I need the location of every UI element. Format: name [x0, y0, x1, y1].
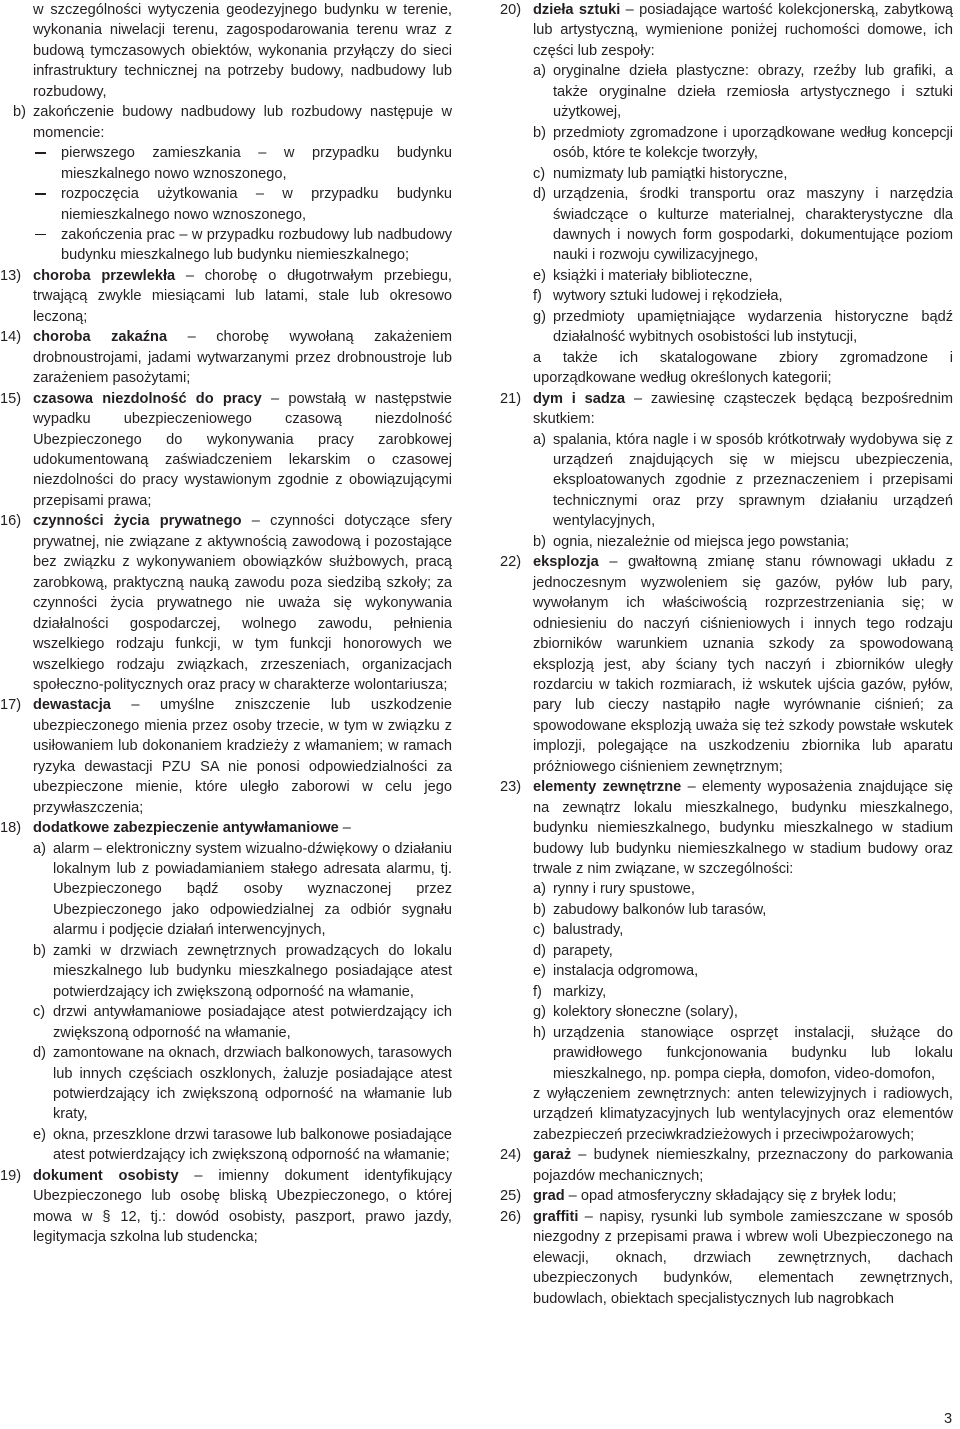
- term: dym i sadza: [533, 390, 626, 407]
- sub-item: [500, 184, 953, 266]
- dash-item: [8, 184, 452, 225]
- sub-item-text: alarm – elektroniczny system wizualno-dźwiękowy o działaniu lokalnym lub z powiadamianiem stałego adresata alarmu, tj. Ubezpieczonego bądź osoby wyznaczonej przez Ubezpieczonego jako odpowiedzialnej za odbiór sygnału alarmu i podjęcie działań interwencyjnych,: [53, 840, 452, 939]
- sub-item-text: zamontowane na oknach, drzwiach balkonowych, tarasowych lub innych częściach oszklonych, żaluzje posiadające atest potwierdzający ich zwiększoną odporność na włamanie lub kraty,: [53, 1045, 452, 1123]
- sub-item: [0, 839, 452, 941]
- list-marker: c): [33, 1004, 46, 1021]
- sub-item: [500, 164, 953, 184]
- definition-text: – elementy wyposażenia znajdujące się na zewnątrz lokalu mieszkalnego, budynku mieszkalnego, budynku niemieszkalnego, budynku mieszkalnego w stadium budowy lub budynku niemieszkalnego w stadium budowy oraz trwale z nim związane, w szczególności:: [533, 779, 953, 878]
- sub-item-text: urządzenia stanowiące osprzęt instalacji, służące do prawidłowego funkcjonowania budynku lub lokalu mieszkalnego, np. pompa ciepła, domofon, video-domofon,: [553, 1024, 953, 1082]
- sub-item-text: wytwory sztuki ludowej i rękodzieła,: [553, 288, 783, 305]
- definition-text: – chorobę o długotrwałym przebiegu, trwającą zwykle miesiącami lub latami, stale lub okresowo leczoną;: [33, 267, 452, 325]
- sub-item: [0, 1002, 452, 1043]
- sub-item-text: przedmioty upamiętniające wydarzenia historyczne bądź działalność wybitnych osobistości lub instytucji,: [553, 308, 953, 346]
- term: dzieła sztuki: [533, 2, 621, 18]
- sub-item-text: okna, przeszklone drzwi tarasowe lub balkonowe posiadające atest potwierdzający ich zwiększoną odporność na włamanie;: [53, 1126, 452, 1164]
- definition-22: [500, 552, 953, 777]
- dash-item-text: pierwszego zamieszkania – w przypadku budynku mieszkalnego nowo wznoszonego,: [61, 145, 452, 182]
- definition-text: –: [338, 820, 351, 837]
- definition-13: [0, 266, 452, 327]
- definition-21: [500, 389, 953, 430]
- sub-item: [500, 61, 953, 122]
- left-column: [0, 0, 452, 1248]
- definition-25: [500, 1186, 953, 1206]
- list-marker: a): [533, 881, 546, 898]
- definition-text: – gwałtowną zmianę stanu równowagi układu z jednoczesnym wyzwoleniem się gazów, pyłów lub pary, wywołanym ich właściwością rozprzestrzeniania się; w odniesieniu do naczyń ciśnieniowych i innych tego rodzaju zbiorników warunkiem uznania szkody za spowodowaną eksplozją jest, aby ściany tych naczyń i zbiorników uległy rozdarciu w takich rozmiarach, iż wskutek ujścia gazów, pyłów, pary lub cieczy nastąpiło nagłe wyrównanie ciśnień; za spowodowane eksplozją uważa się też szkody powstałe wskutek implozji, polegające na uszkodzeniu zbiornika lub aparatu próżniowego ciśnieniem zewnętrznym;: [533, 554, 953, 775]
- term: dodatkowe zabezpieczenie antywłamaniowe: [33, 820, 339, 837]
- sub-item-text: książki i materiały biblioteczne,: [553, 267, 753, 284]
- sub-item: [500, 961, 953, 981]
- sub-item: [500, 430, 953, 532]
- item-number: 25): [500, 1188, 522, 1205]
- list-marker: c): [533, 922, 546, 939]
- list-marker: e): [33, 1126, 46, 1143]
- dash-marker: [35, 193, 46, 195]
- definition-24: [500, 1145, 953, 1186]
- term: choroba przewlekła: [33, 267, 176, 284]
- definition-text: – czynności dotyczące sfery prywatnej, nie związane z aktywnością zawodową i pozostające bez związku z wykonywaniem obowiązków służbowych, pracą zarobkową, praktyczną nauką zawodu poza siedzibą szkoły; za czynności życia prywatnego nie uważa się wykonywania działalności gospodarczej, wolnego zawodu, pełnienia wszelkiego rodzaju funkcji, w tym funkcji honorowych we wszelkiego rodzaju związkach, zrzeszeniach, organizacjach społeczno-politycznych oraz pracy w charakterze wolontariusza;: [33, 513, 452, 693]
- dash-item: [8, 225, 452, 266]
- right-column: [500, 0, 953, 1309]
- sub-item-text: kolektory słoneczne (solary),: [553, 1004, 738, 1021]
- sub-item-text: zamki w drzwiach zewnętrznych prowadzących do lokalu mieszkalnego lub budynku mieszkalnego posiadające atest potwierdzający ich zwiększoną odporność na włamanie,: [53, 942, 452, 1000]
- term: dokument osobisty: [33, 1167, 179, 1184]
- sub-item: [500, 307, 953, 348]
- dash-item-text: zakończenia prac – w przypadku rozbudowy lub nadbudowy budynku mieszkalnego lub budynku niemieszkalnego;: [61, 226, 452, 264]
- term: eksplozja: [533, 554, 599, 571]
- sub-item: [500, 900, 953, 920]
- sub-item-text: rynny i rury spustowe,: [553, 881, 695, 898]
- list-marker: b): [533, 124, 546, 141]
- list-marker: d): [533, 942, 546, 959]
- item-number: 14): [0, 329, 22, 346]
- definition-text: – napisy, rysunki lub symbole zamieszczane w sposób niezgodny z przepisami prawa i wbrew woli Ubezpieczonego na elewacji, oknach, drzwiach zewnętrznych, dachach ubezpieczonych budynków, elementach zewnętrznych, budowlach, obiektach specjalistycznych lub nagrobkach: [533, 1208, 953, 1307]
- sub-item-text: przedmioty zgromadzone i uporządkowane według koncepcji osób, które te kolekcje tworzyły,: [553, 124, 953, 162]
- definition-17: [0, 695, 452, 818]
- term: czasowa niezdolność do pracy: [33, 390, 262, 407]
- sub-item-text: parapety,: [553, 942, 613, 959]
- sub-item: [500, 982, 953, 1002]
- item-number: 20): [500, 2, 522, 18]
- item-20-tail: a także ich skatalogowane zbiory zgromadzone i uporządkowane według określonych kategorii;: [533, 349, 953, 387]
- sub-item: [0, 941, 452, 1002]
- list-marker: b): [533, 901, 546, 918]
- definition-text: – umyślne zniszczenie lub uszkodzenie ubezpieczonego mienia przez osoby trzecie, w tym w związku z usiłowaniem lub dokonaniem kradzieży z włamaniem; w ramach ryzyka dewastacji PZU SA nie ponosi odpowiedzialności za ubezpieczone mienie, które uległo zaborowi w celu jego przywłaszczenia;: [33, 697, 452, 816]
- list-marker: b): [533, 533, 546, 550]
- sub-item: [500, 920, 953, 940]
- definition-text: – posiadające wartość kolekcjonerską, zabytkową lub artystyczną, wymienione poniżej ruchomości domowe, ich części lub zespoły:: [533, 2, 954, 59]
- definition-20: [500, 0, 953, 61]
- sub-item-text: drzwi antywłamaniowe posiadające atest potwierdzający ich zwiększoną odporność na włamanie,: [53, 1004, 452, 1041]
- item-number: 17): [0, 697, 22, 714]
- term: choroba zakaźna: [33, 329, 168, 346]
- item-23-tail: z wyłączeniem zewnętrznych: anten telewizyjnych i radiowych, urządzeń klimatyzacyjnych lub wentylacyjnych oraz elementów zabezpieczeń przeciwkradzieżowych i przeciwpożarowych;: [533, 1086, 953, 1143]
- list-marker: d): [533, 186, 546, 203]
- list-marker: f): [533, 983, 542, 1000]
- item-number: 26): [500, 1208, 522, 1225]
- item-number: 21): [500, 390, 522, 407]
- sub-item-text: oryginalne dzieła plastyczne: obrazy, rzeźby lub grafiki, a także oryginalne dzieła rzemiosła artystycznego i sztuki użytkowej,: [553, 63, 953, 121]
- list-marker: g): [533, 308, 546, 325]
- item-number: 23): [500, 779, 522, 796]
- item-12b-text: zakończenie budowy nadbudowy lub rozbudowy następuje w momencie:: [33, 104, 452, 141]
- sub-item-text: zabudowy balkonów lub tarasów,: [553, 901, 767, 918]
- term: graffiti: [533, 1208, 579, 1225]
- list-marker: a): [533, 63, 546, 80]
- sub-item: [500, 1023, 953, 1084]
- item-number: 16): [0, 513, 22, 530]
- definition-text: – opad atmosferyczny składający się z bryłek lodu;: [564, 1188, 897, 1205]
- sub-item-text: urządzenia, środki transportu oraz maszyny i narzędzia świadczące o kulturze materialnej, charakterystyczne dla dawnych i nowych form gospodarki, dokumentujące poziom nauki i rozwoju cywilizacyjnego,: [553, 186, 953, 264]
- dash-item: [8, 143, 452, 184]
- term: grad: [533, 1188, 565, 1205]
- item-number: 18): [0, 820, 22, 837]
- sub-item-text: numizmaty lub pamiątki historyczne,: [553, 165, 788, 182]
- list-marker: a): [33, 840, 46, 857]
- sub-item-text: balustrady,: [553, 922, 624, 939]
- definition-26: [500, 1207, 953, 1309]
- sub-item: [500, 286, 953, 306]
- term: czynności życia prywatnego: [33, 513, 242, 530]
- item-number: 24): [500, 1147, 522, 1164]
- sub-item-text: markizy,: [553, 983, 607, 1000]
- definition-text: – powstałą w następstwie wypadku ubezpieczeniowego czasową niezdolność Ubezpieczonego do wykonywania pracy zarobkowej udokumentowaną zaświadczeniem lekarskim o czasowej niezdolności do pracy wystawionym zgodnie z obowiązującymi przepisami prawa;: [33, 390, 452, 509]
- list-marker: a): [533, 431, 546, 448]
- list-marker: g): [533, 1004, 546, 1021]
- list-marker: b): [13, 104, 26, 121]
- dash-item-text: rozpoczęcia użytkowania – w przypadku budynku niemieszkalnego nowo wznoszonego,: [61, 186, 452, 223]
- list-marker: d): [33, 1045, 46, 1062]
- definition-text: – zawiesinę cząsteczek będącą bezpośrednim skutkiem:: [533, 390, 954, 428]
- sub-item-text: instalacja odgromowa,: [553, 963, 699, 980]
- definition-14: [0, 327, 452, 388]
- sub-item-text: ognia, niezależnie od miejsca jego powstania;: [553, 533, 850, 550]
- sub-item: [500, 532, 953, 552]
- definition-text: – imienny dokument identyfikujący Ubezpieczonego lub osobę bliską Ubezpieczonego, o której mowa w § 12, tj.: dowód osobisty, paszport, prawo jazdy, legitymacja szkolna lub studencka;: [33, 1167, 452, 1246]
- page-number: 3: [944, 1411, 953, 1427]
- sub-item: [0, 1043, 452, 1125]
- list-marker: e): [533, 267, 546, 284]
- definition-23: [500, 777, 953, 879]
- term: elementy zewnętrzne: [533, 779, 682, 796]
- dash-marker: [35, 234, 46, 236]
- list-marker: b): [33, 942, 46, 959]
- list-marker: c): [533, 165, 546, 182]
- sub-item: [500, 123, 953, 164]
- sub-item: [500, 941, 953, 961]
- sub-item: [500, 1002, 953, 1022]
- definition-18: [0, 818, 452, 838]
- sub-item-text: spalania, która nagle i w sposób krótkotrwały wydobywa się z urządzeń znajdujących się w miejscu ubezpieczenia, eksploatowanych zgodnie z przeznaczeniem i przepisami technicznymi oraz przy sprawnym działaniu urządzeń wentylacyjnych,: [553, 431, 953, 530]
- definition-text: – budynek niemieszkalny, przeznaczony do parkowania pojazdów mechanicznych;: [533, 1147, 953, 1184]
- item-12a-continuation: w szczególności wytyczenia geodezyjnego budynku w terenie, wykonania niwelacji terenu, zagospodarowania terenu wraz z budową tymczasowych obiektów, wykonania przyłączy do sieci infrastruktury technicznej na potrzeby budowy, nadbudowy lub rozbudowy,: [33, 2, 452, 100]
- item-number: 22): [500, 554, 522, 571]
- list-marker: h): [533, 1024, 546, 1041]
- sub-item: [500, 266, 953, 286]
- list-marker: e): [533, 963, 546, 980]
- definition-text: – chorobę wywołaną zakażeniem drobnoustrojami, jadami wytwarzanymi przez drobnoustroje lub zarażeniem pasożytami;: [33, 329, 452, 387]
- item-number: 19): [0, 1167, 22, 1184]
- item-12b: [13, 102, 452, 143]
- sub-item: [0, 1125, 452, 1166]
- definition-16: [0, 511, 452, 695]
- definition-15: [0, 389, 452, 512]
- list-marker: f): [533, 288, 542, 305]
- term: garaż: [533, 1147, 572, 1164]
- sub-item: [500, 879, 953, 899]
- definition-19: [0, 1166, 452, 1248]
- item-number: 15): [0, 390, 22, 407]
- term: dewastacja: [33, 697, 111, 714]
- item-number: 13): [0, 267, 22, 284]
- dash-marker: [35, 152, 46, 154]
